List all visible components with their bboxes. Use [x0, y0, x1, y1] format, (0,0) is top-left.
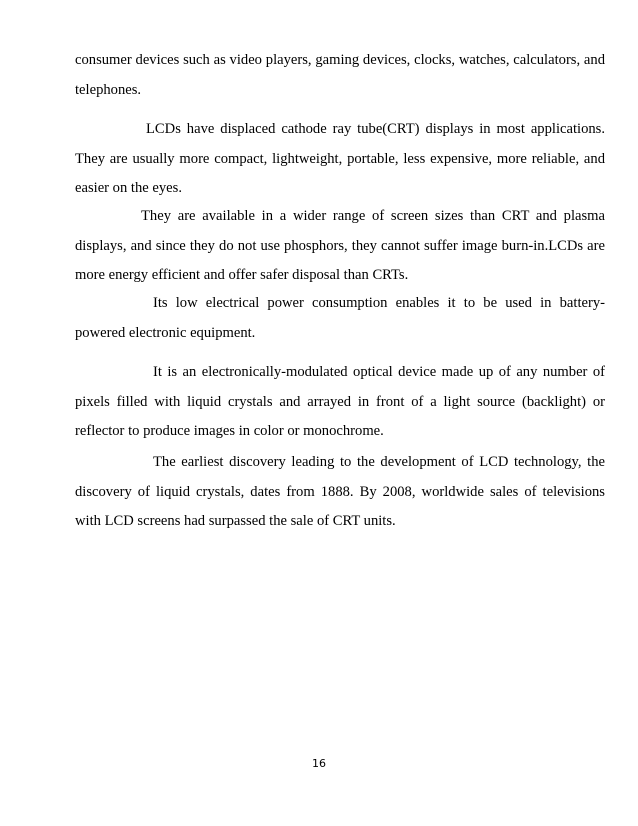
paragraph-history: The earliest discovery leading to the development of LCD technology, the discovery of liquid crystals, dates from 1888. By 2008, worldwide sales of televisions with LCD screens had surpassed the sale of CRT units. [75, 454, 605, 529]
paragraph-power-consumption: Its low electrical power consumption enables it to be used in battery-powered electronic equipment. [75, 295, 605, 341]
paragraph-optical-device: It is an electronically-modulated optical device made up of any number of pixels filled with liquid crystals and arrayed in front of a light source (backlight) or reflector to produce images in color or monochrome. [75, 364, 605, 439]
paragraph-lcd-vs-crt: LCDs have displaced cathode ray tube(CRT) displays in most applications. They are usually more compact, lightweight, portable, less expensive, more reliable, and easier on the eyes. [75, 121, 605, 196]
paragraph-screen-sizes: They are available in a wider range of screen sizes than CRT and plasma displays, and since they do not use phosphors, they cannot suffer image burn-in.LCDs are more energy efficient and offer safer disposal than CRTs. [75, 208, 605, 283]
page-number: 16 [312, 757, 326, 770]
paragraph-consumer-devices: consumer devices such as video players, gaming devices, clocks, watches, calculators, and telephones. [75, 52, 605, 98]
